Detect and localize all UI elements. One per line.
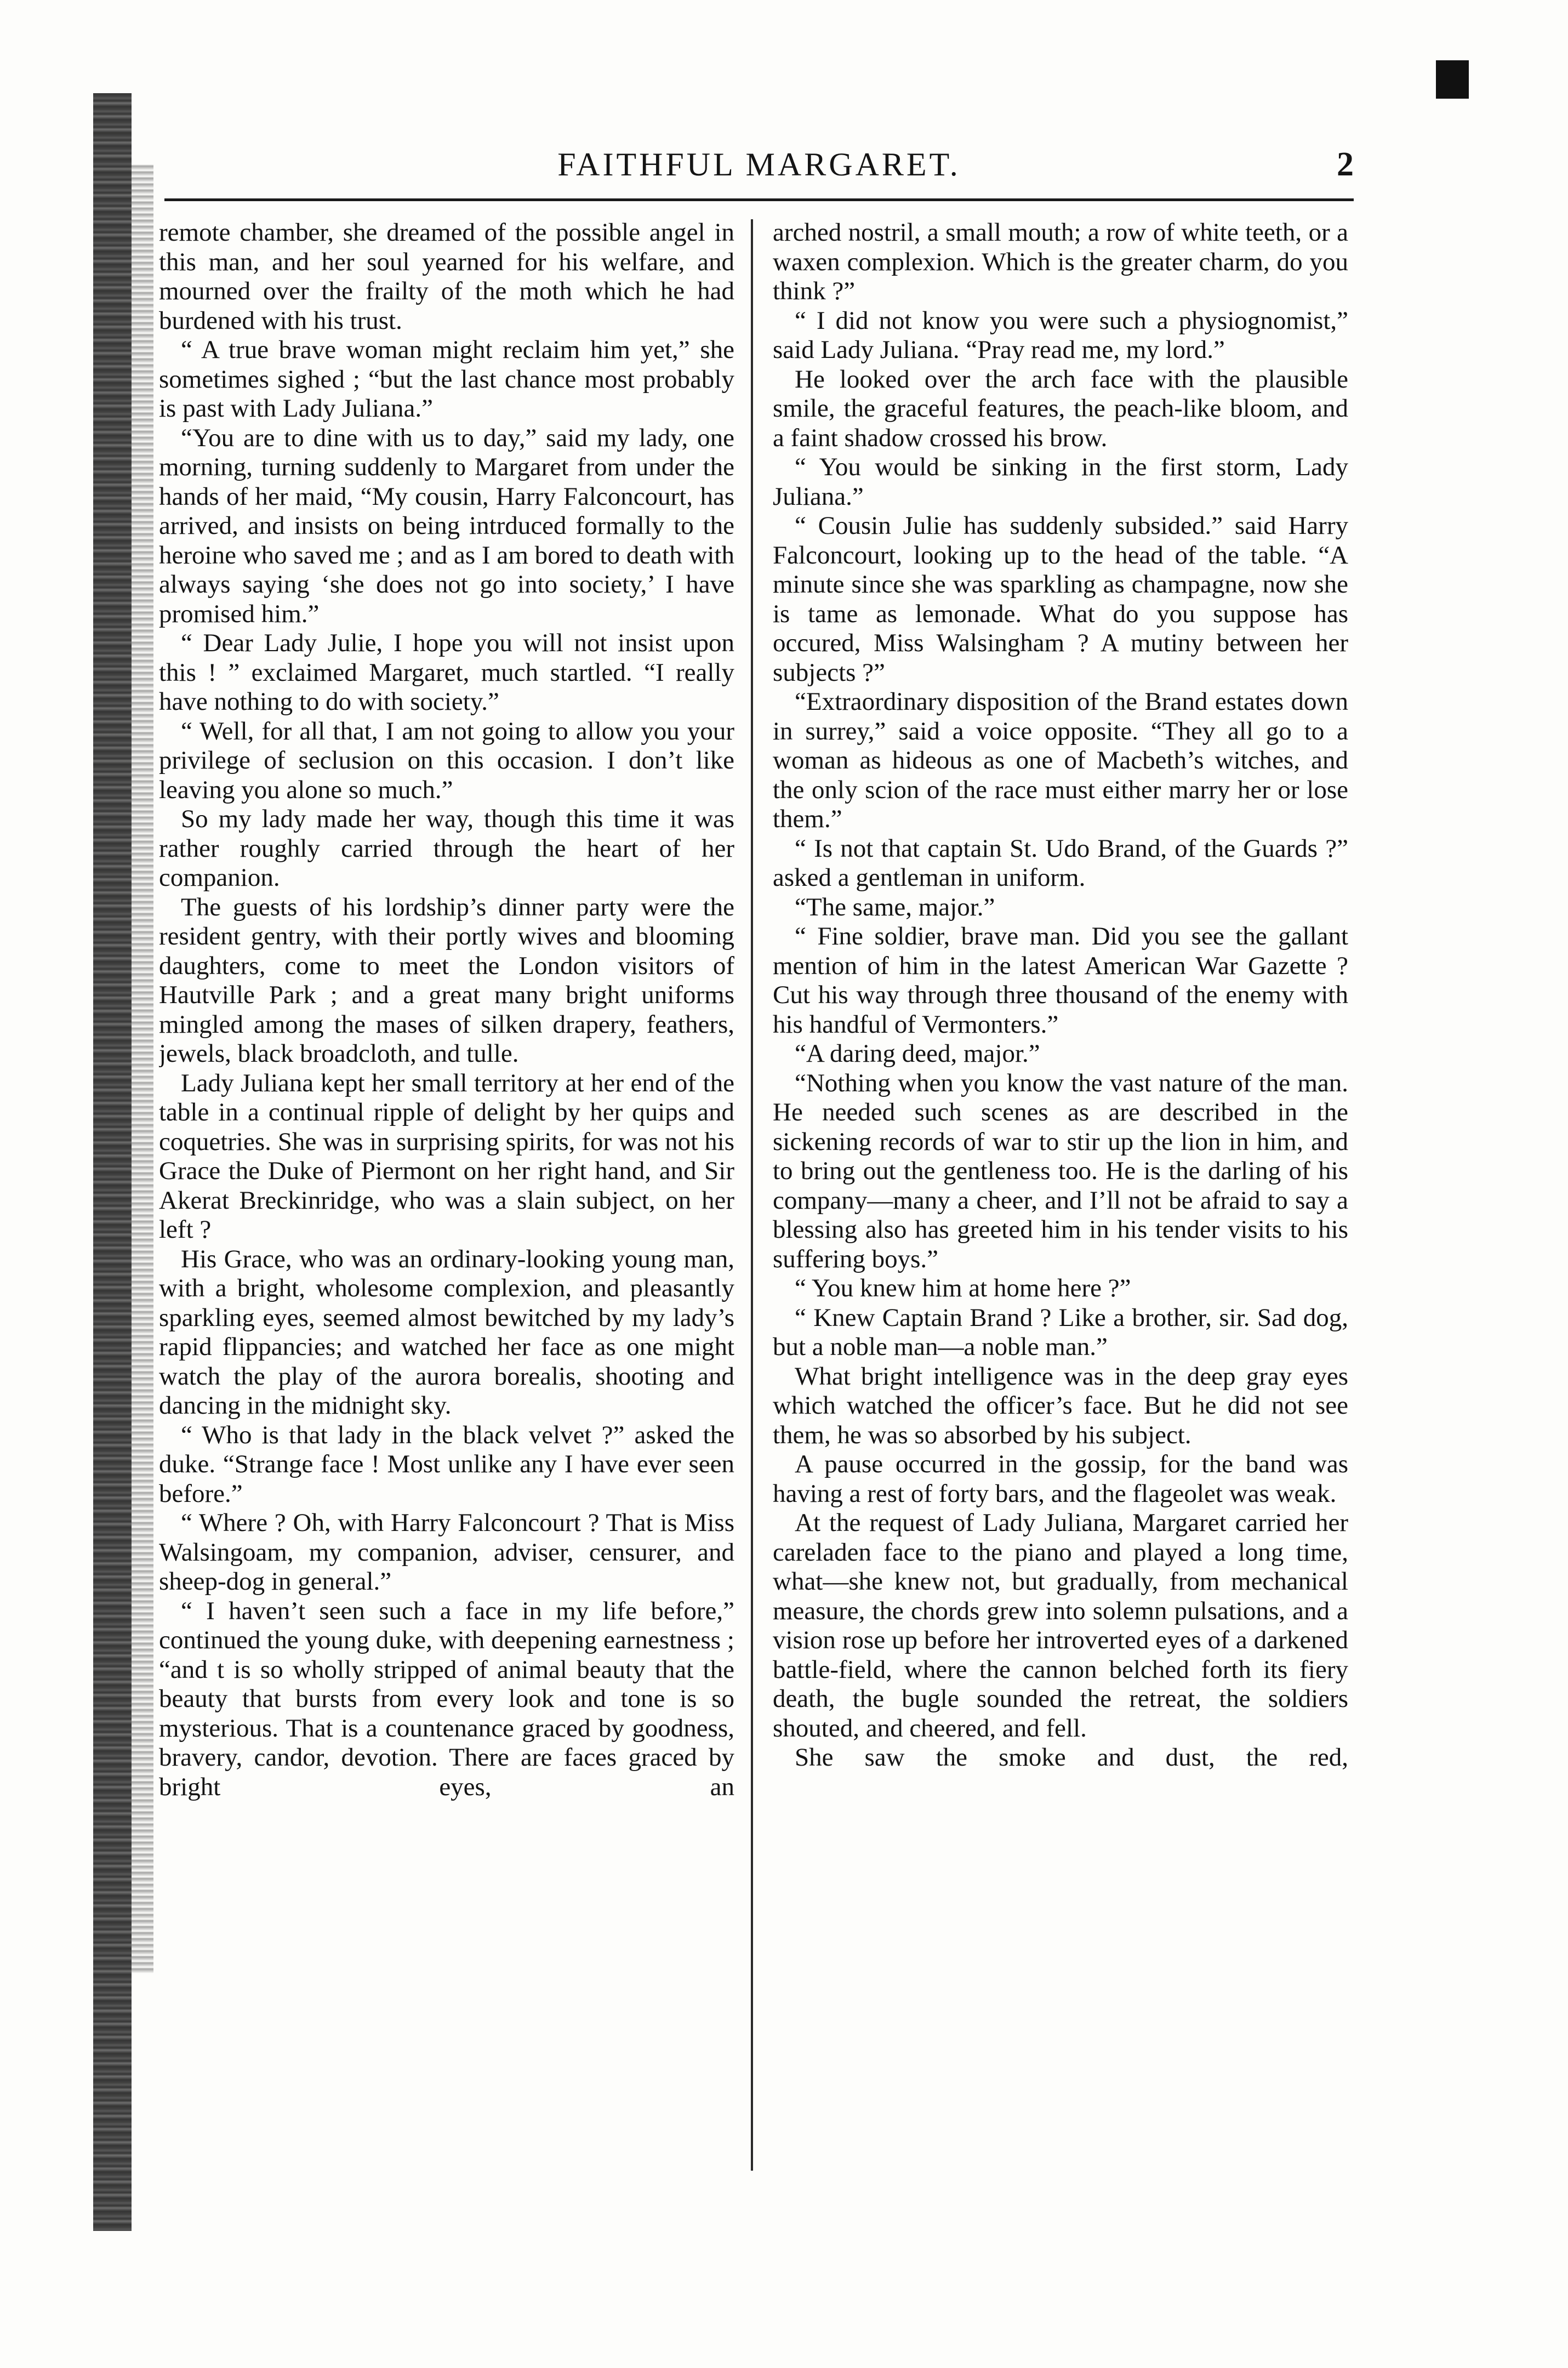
paragraph: “ Well, for all that, I am not going to allow you your privilege of seclusion on this occasion. I don’t like leaving you alone so much.” <box>159 716 734 804</box>
paragraph: “ I haven’t seen such a face in my life before,” continued the young duke, with deepening earnestness ; “and t is so wholly stripped of animal beauty that the beauty that bursts from every look and tone is so mysterious. That is a countenance graced by goodness, bravery, candor, devotion. There are faces graced by bright eyes, an <box>159 1596 734 1801</box>
paragraph: She saw the smoke and dust, the red, <box>795 1743 1348 1772</box>
paragraph: “ You would be sinking in the first storm, Lady Juliana.” <box>773 453 1348 511</box>
header-rule <box>164 198 1354 201</box>
paragraph: He looked over the arch face with the plausible smile, the graceful features, the peach-like bloom, and a faint shadow crossed his brow. <box>773 365 1348 452</box>
paragraph: “A daring deed, major.” <box>795 1039 1040 1068</box>
paragraph: “ Cousin Julie has suddenly subsided.” said Harry Falconcourt, looking up to the head of the table. “A minute since she was sparkling as champagne, now she is tame as lemonade. What do you suppose has occured, Miss Walsingham ? A mutiny between her subjects ?” <box>773 511 1348 687</box>
paragraph: remote chamber, she dreamed of the possible angel in this man, and her soul yearned for his welfare, and mourned over the frailty of the moth which he had burdened with his trust. <box>159 218 734 335</box>
running-title: FAITHFUL MARGARET. <box>557 146 961 183</box>
paragraph: “ Fine soldier, brave man. Did you see the gallant mention of him in the latest American War Gazette ? Cut his way through three thousand of the enemy with his handful of Vermonters.” <box>773 922 1348 1039</box>
paragraph: “Nothing when you know the vast nature of the man. He needed such scenes as are described in the sickening records of war to stir up the lion in him, and to bring out the gentleness too. He is the darling of his company—many a cheer, and I’ll not be afraid to say a blessing also has greeted him in his tender visits to his suffering boys.” <box>773 1068 1348 1273</box>
paragraph: “ Is not that captain St. Udo Brand, of the Guards ?” asked a gentleman in uniform. <box>773 834 1348 892</box>
paragraph: His Grace, who was an ordinary-looking young man, with a bright, wholesome complexion, and pleasantly sparkling eyes, seemed almost bewitched by my lady’s rapid flippancies; and watched her face as one might watch the play of the aurora borealis, shooting and dancing in the midnight sky. <box>159 1244 734 1420</box>
paragraph: “ I did not know you were such a physiognomist,” said Lady Juliana. “Pray read me, my lord.” <box>773 306 1348 364</box>
page-header <box>164 137 1354 192</box>
paragraph: “ Knew Captain Brand ? Like a brother, sir. Sad dog, but a noble man—a noble man.” <box>773 1303 1348 1361</box>
paragraph: So my lady made her way, though this time it was rather roughly carried through the heart of her companion. <box>159 805 734 892</box>
right-column <box>773 218 1348 2170</box>
paragraph: What bright intelligence was in the deep gray eyes which watched the officer’s face. But he did not see them, he was so absorbed by his subject. <box>773 1362 1348 1449</box>
binding-shadow <box>93 93 132 2231</box>
paragraph: “ Who is that lady in the black velvet ?” asked the duke. “Strange face ! Most unlike any I have ever seen before.” <box>159 1420 734 1508</box>
paragraph: The guests of his lordship’s dinner party were the resident gentry, with their portly wives and blooming daughters, come to meet the London visitors of Hautville Park ; and a great many bright uniforms mingled among the mases of silken drapery, feathers, jewels, black broadcloth, and tulle. <box>159 892 734 1068</box>
paragraph: Lady Juliana kept her small territory at her end of the table in a continual ripple of delight by her quips and coquetries. She was in surprising spirits, for was not his Grace the Duke of Piermont on her right hand, and Sir Akerat Breckinridge, who was a slain subject, on her left ? <box>159 1068 734 1244</box>
paragraph: “You are to dine with us to day,” said my lady, one morning, turning suddenly to Margaret from under the hands of her maid, “My cousin, Harry Falconcourt, has arrived, and insists on being intrduced formally to the heroine who saved me ; and as I am bored to death with always saying ‘she does not go into society,’ I have promised him.” <box>159 423 734 628</box>
left-column <box>159 218 734 2170</box>
binding-speckle <box>132 164 153 1973</box>
paragraph: “ Where ? Oh, with Harry Falconcourt ? That is Miss Walsingoam, my companion, adviser, censurer, and sheep-dog in general.” <box>159 1509 734 1596</box>
page-number: 2 <box>1337 146 1354 183</box>
paragraph: At the request of Lady Juliana, Margaret carried her careladen face to the piano and played a long time, what—she knew not, but gradually, from mechanical measure, the chords grew into solemn pulsations, and a vision rose up before her introverted eyes of a darkened battle-field, where the cannon belched forth its fiery death, the bugle sounded the retreat, the soldiers shouted, and cheered, and fell. <box>773 1509 1348 1743</box>
paragraph: A pause occurred in the gossip, for the band was having a rest of forty bars, and the flageolet was weak. <box>773 1450 1348 1508</box>
paragraph: “ You knew him at home here ?” <box>795 1274 1131 1302</box>
column-divider <box>751 219 753 2171</box>
corner-mark <box>1436 60 1469 99</box>
paragraph: arched nostril, a small mouth; a row of white teeth, or a waxen complexion. Which is the greater charm, do you think ?” <box>773 218 1348 305</box>
paragraph: “ Dear Lady Julie, I hope you will not insist upon this ! ” exclaimed Margaret, much startled. “I really have nothing to do with society.” <box>159 629 734 716</box>
paragraph: “Extraordinary disposition of the Brand estates down in surrey,” said a voice opposite. “They all go to a woman as hideous as one of Macbeth’s witches, and the only scion of the race must either marry her or lose them.” <box>773 687 1348 833</box>
paragraph: “The same, major.” <box>795 892 995 921</box>
paragraph: “ A true brave woman might reclaim him yet,” she sometimes sighed ; “but the last chance most probably is past with Lady Juliana.” <box>159 335 734 423</box>
